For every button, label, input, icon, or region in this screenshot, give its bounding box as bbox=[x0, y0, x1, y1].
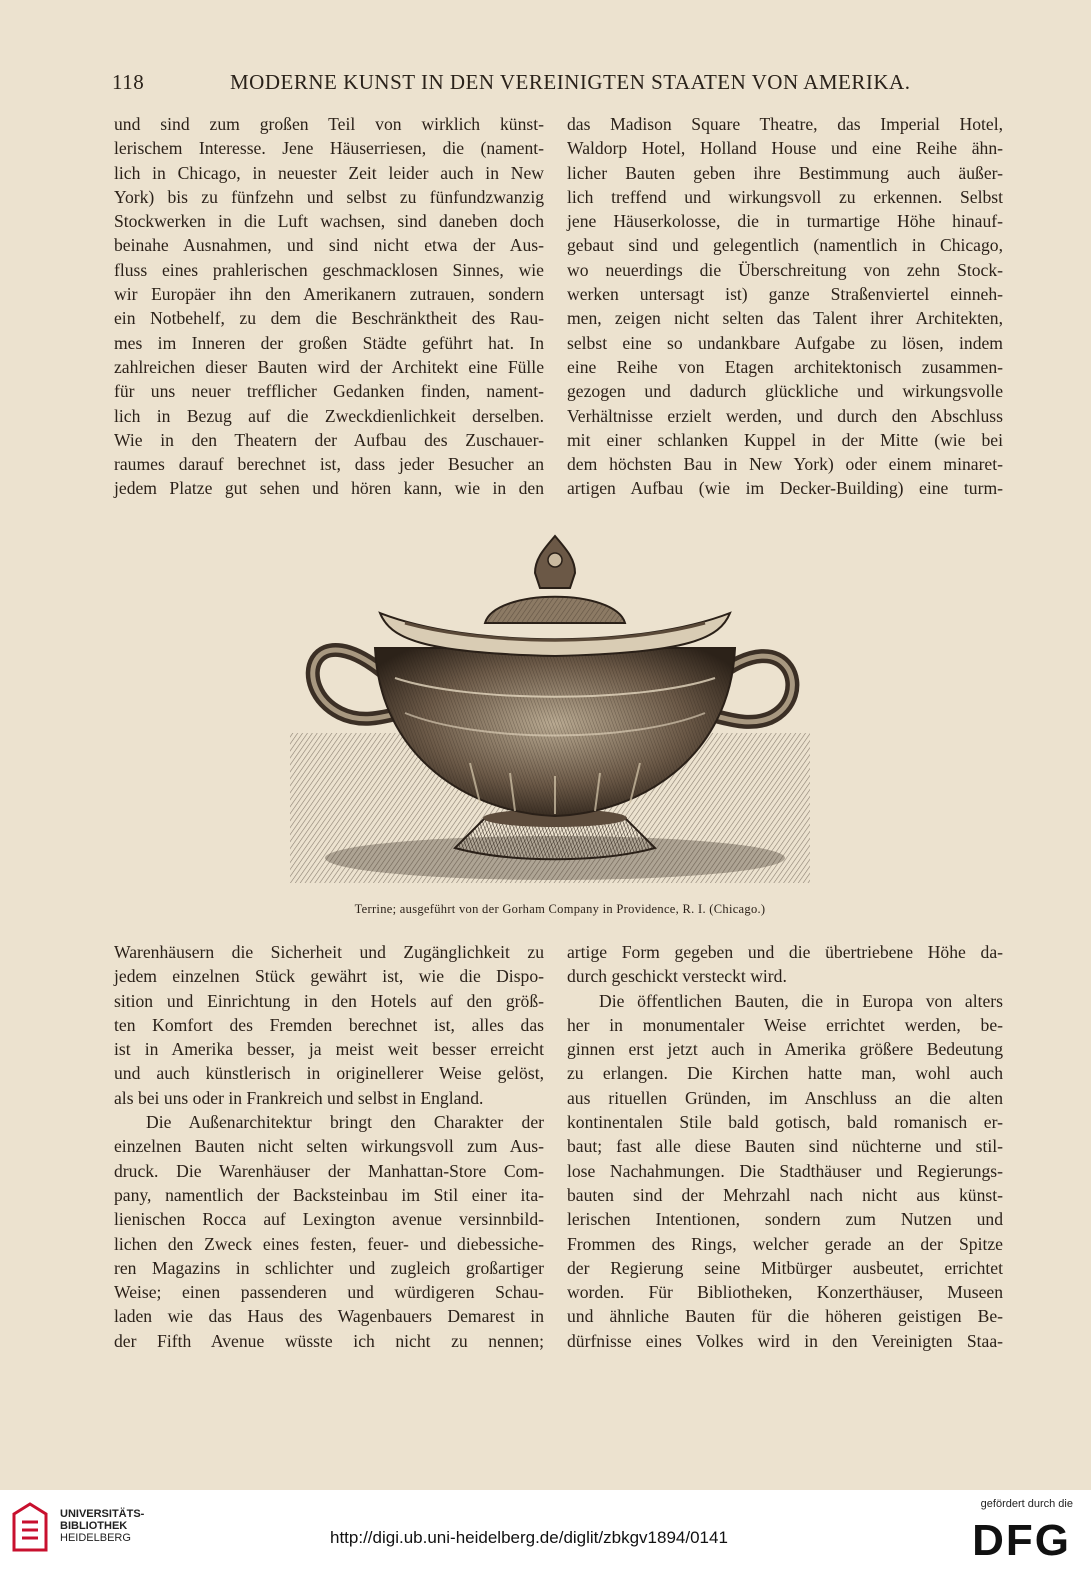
text-line: gebaut sind und gelegentlich (namentlich in Chicago, bbox=[567, 235, 1003, 256]
text-line: worden. Für Bibliotheken, Konzerthäuser, Museen bbox=[567, 1282, 1003, 1303]
paragraph bbox=[114, 112, 544, 501]
text-line: Warenhäusern die Sicherheit und Zugänglichkeit zu bbox=[114, 942, 544, 962]
text-line: der Regierung seine Mitbürger ausbeutet, errichtet bbox=[567, 1257, 1003, 1278]
text-line: artige Form gegeben und die übertriebene Höhe da- bbox=[567, 942, 1003, 962]
text-line: artigen Aufbau (wie im Decker-Building) eine turm- bbox=[567, 478, 1003, 499]
text-line: lose Nachahmungen. Die Stadthäuser und Regierungs- bbox=[567, 1160, 1003, 1181]
university-library-logo-icon bbox=[10, 1500, 50, 1556]
paragraph bbox=[567, 989, 1003, 1353]
text-line: pany, namentlich der Backsteinbau im Stil einer ita- bbox=[114, 1184, 544, 1205]
text-line: und sind zum großen Teil von wirklich künst- bbox=[114, 114, 544, 134]
text-line: ren Magazins in schlichter und zugleich großartiger bbox=[114, 1257, 544, 1278]
text-line: baut; fast alle diese Bauten sind nüchterne und stil- bbox=[567, 1136, 1003, 1157]
text-column-top-right bbox=[567, 112, 1003, 501]
text-line: Weise; einen passenderen und würdigeren Schau- bbox=[114, 1282, 544, 1303]
text-line: dem höchsten Bau in New York) oder einem minaret- bbox=[567, 454, 1003, 475]
text-line: Waldorp Hotel, Holland House und eine Reihe ähn- bbox=[567, 138, 1003, 159]
text-line: ein Notbehelf, zu dem die Beschränktheit des Rau- bbox=[114, 308, 544, 329]
text-line: aus rituellen Gründen, im Anschluss an die alten bbox=[567, 1087, 1003, 1108]
running-title: MODERNE KUNST IN DEN VEREINIGTEN STAATEN VON AMERIKA. bbox=[230, 70, 911, 94]
tureen-illustration bbox=[270, 528, 830, 893]
text-line: lich in Bezug auf die Zweckdienlichkeit derselben. bbox=[114, 405, 544, 426]
digitization-footer bbox=[0, 1490, 1091, 1571]
text-line: durch geschickt versteckt wird. bbox=[567, 966, 787, 987]
text-line: für uns neuer trefflicher Gedanken finden, nament- bbox=[114, 381, 544, 402]
library-name bbox=[60, 1508, 144, 1544]
text-line: und auch künstlerisch in originellerer Weise gelöst, bbox=[114, 1063, 544, 1084]
text-column-top-left bbox=[114, 112, 544, 501]
text-column-bottom-right bbox=[567, 940, 1003, 1353]
text-line: gezogen und dadurch glückliche und wirkungsvolle bbox=[567, 381, 1003, 402]
text-line: Stockwerken in die Luft wachsen, sind daneben doch bbox=[114, 211, 544, 232]
text-line: ginnen erst jetzt auch in Amerika größere Bedeutung bbox=[567, 1039, 1003, 1060]
text-line: beinahe Ausnahmen, und sind nicht etwa der Aus- bbox=[114, 235, 544, 256]
tureen-engraving bbox=[270, 528, 830, 893]
text-line: Wie in den Theatern der Aufbau des Zuschauer- bbox=[114, 429, 544, 450]
text-line: eine Reihe von Etagen architektonisch zusammen- bbox=[567, 356, 1003, 377]
library-name-line: HEIDELBERG bbox=[60, 1532, 131, 1544]
text-line: wir Europäer ihn den Amerikanern zutrauen, sondern bbox=[114, 284, 544, 305]
text-line: der Fifth Avenue wüsste ich nicht zu nennen; bbox=[114, 1330, 544, 1351]
text-line: mes im Inneren der großen Städte geführt hat. In bbox=[114, 332, 544, 353]
text-line: Die Außenarchitektur bringt den Charakter der bbox=[146, 1112, 544, 1133]
text-line: raumes darauf berechnet ist, dass jeder Besucher an bbox=[114, 454, 544, 475]
text-line: lerischen Intentionen, sondern zum Nutzen und bbox=[567, 1209, 1003, 1230]
text-line: licher Bauten geben ihre Bestimmung auch äußer- bbox=[567, 162, 1003, 183]
text-line: kontinentalen Stile bald gotisch, bald romanisch er- bbox=[567, 1112, 1003, 1133]
text-line: das Madison Square Theatre, das Imperial Hotel, bbox=[567, 114, 1003, 134]
text-line: zu erlangen. Die Kirchen hatte man, wohl auch bbox=[567, 1063, 1003, 1084]
text-line: sition und Einrichtung in den Hotels auf den größ- bbox=[114, 990, 544, 1011]
text-line: jedem Platze gut sehen und hören kann, wie in den bbox=[114, 478, 544, 499]
text-line: als bei uns oder in Frankreich und selbst in England. bbox=[114, 1087, 484, 1108]
text-line: ist in Amerika besser, ja meist weit besser erreicht bbox=[114, 1039, 544, 1060]
text-line: men, zeigen nicht selten das Talent ihrer Architekten, bbox=[567, 308, 1003, 329]
text-line: Verhältnisse erzielt werden, und durch den Abschluss bbox=[567, 405, 1003, 426]
text-line: her in monumentaler Weise errichtet werden, be- bbox=[567, 1014, 1003, 1035]
text-line: wo neuerdings die Überschreitung von zehn Stock- bbox=[567, 259, 1003, 280]
text-line: Die öffentlichen Bauten, die in Europa von alters bbox=[599, 990, 1003, 1011]
library-name-line: UNIVERSITÄTS- bbox=[60, 1508, 145, 1520]
figure-caption: Terrine; ausgeführt von der Gorham Company in Providence, R. I. (Chicago.) bbox=[354, 902, 766, 916]
text-line: zahlreichen dieser Bauten wird der Architekt eine Fülle bbox=[114, 356, 544, 377]
text-line: bauten sind der Mehrzahl nach nicht aus künst- bbox=[567, 1184, 1003, 1205]
text-line: jedem einzelnen Stück gewährt ist, wie die Dispo- bbox=[114, 966, 544, 987]
text-line: ten Komfort des Fremden berechnet ist, alles das bbox=[114, 1014, 544, 1035]
paragraph bbox=[567, 112, 1003, 501]
text-line: lienischen Rocca auf Lexington avenue versinnbild- bbox=[114, 1209, 544, 1230]
text-line: lichen den Zweck eines festen, feuer- und diebessiche- bbox=[114, 1233, 544, 1254]
text-line: druck. Die Warenhäuser der Manhattan-Store Com- bbox=[114, 1160, 544, 1181]
text-line: und ähnliche Bauten für die höheren geistigen Be- bbox=[567, 1306, 1003, 1327]
dfg-logo: DFG bbox=[972, 1516, 1071, 1565]
text-line: laden wie das Haus des Wagenbauers Demarest in bbox=[114, 1306, 544, 1327]
funding-note: gefördert durch die bbox=[980, 1498, 1073, 1510]
text-column-bottom-left bbox=[114, 940, 544, 1353]
paragraph bbox=[114, 940, 544, 1110]
text-line: werken untersagt ist) ganze Straßenviertel einneh- bbox=[567, 284, 1003, 305]
text-line: lerischem Interesse. Jene Häuserriesen, die (nament- bbox=[114, 138, 544, 159]
text-line: einzelnen Bauten nicht selten wirkungsvoll zum Aus- bbox=[114, 1136, 544, 1157]
paragraph bbox=[114, 1110, 544, 1353]
text-line: lich treffend und wirkungsvoll zu erkennen. Selbst bbox=[567, 186, 1003, 207]
text-line: selbst eine so undankbare Aufgabe zu lösen, indem bbox=[567, 332, 1003, 353]
text-line: lich in Chicago, in neuester Zeit leider auch in New bbox=[114, 162, 544, 183]
text-line: mit einer schlanken Kuppel in der Mitte (wie bei bbox=[567, 429, 1003, 450]
permalink-url[interactable]: http://digi.ub.uni-heidelberg.de/diglit/zbkgv1894/0141 bbox=[330, 1528, 728, 1547]
text-line: York) bis zu fünfzehn und selbst zu fünfundzwanzig bbox=[114, 186, 544, 207]
text-line: dürfnisse eines Volkes wird in den Vereinigten Staa- bbox=[567, 1330, 1003, 1351]
text-line: jene Häuserkolosse, die in turmartige Höhe hinauf- bbox=[567, 211, 1003, 232]
text-line: Frommen des Rings, welcher gerade an der Spitze bbox=[567, 1233, 1003, 1254]
library-name-line: BIBLIOTHEK bbox=[60, 1520, 128, 1532]
page-number: 118 bbox=[112, 70, 145, 94]
paragraph bbox=[567, 940, 1003, 989]
text-line: fluss eines prahlerischen geschmacklosen Sinnes, wie bbox=[114, 259, 544, 280]
